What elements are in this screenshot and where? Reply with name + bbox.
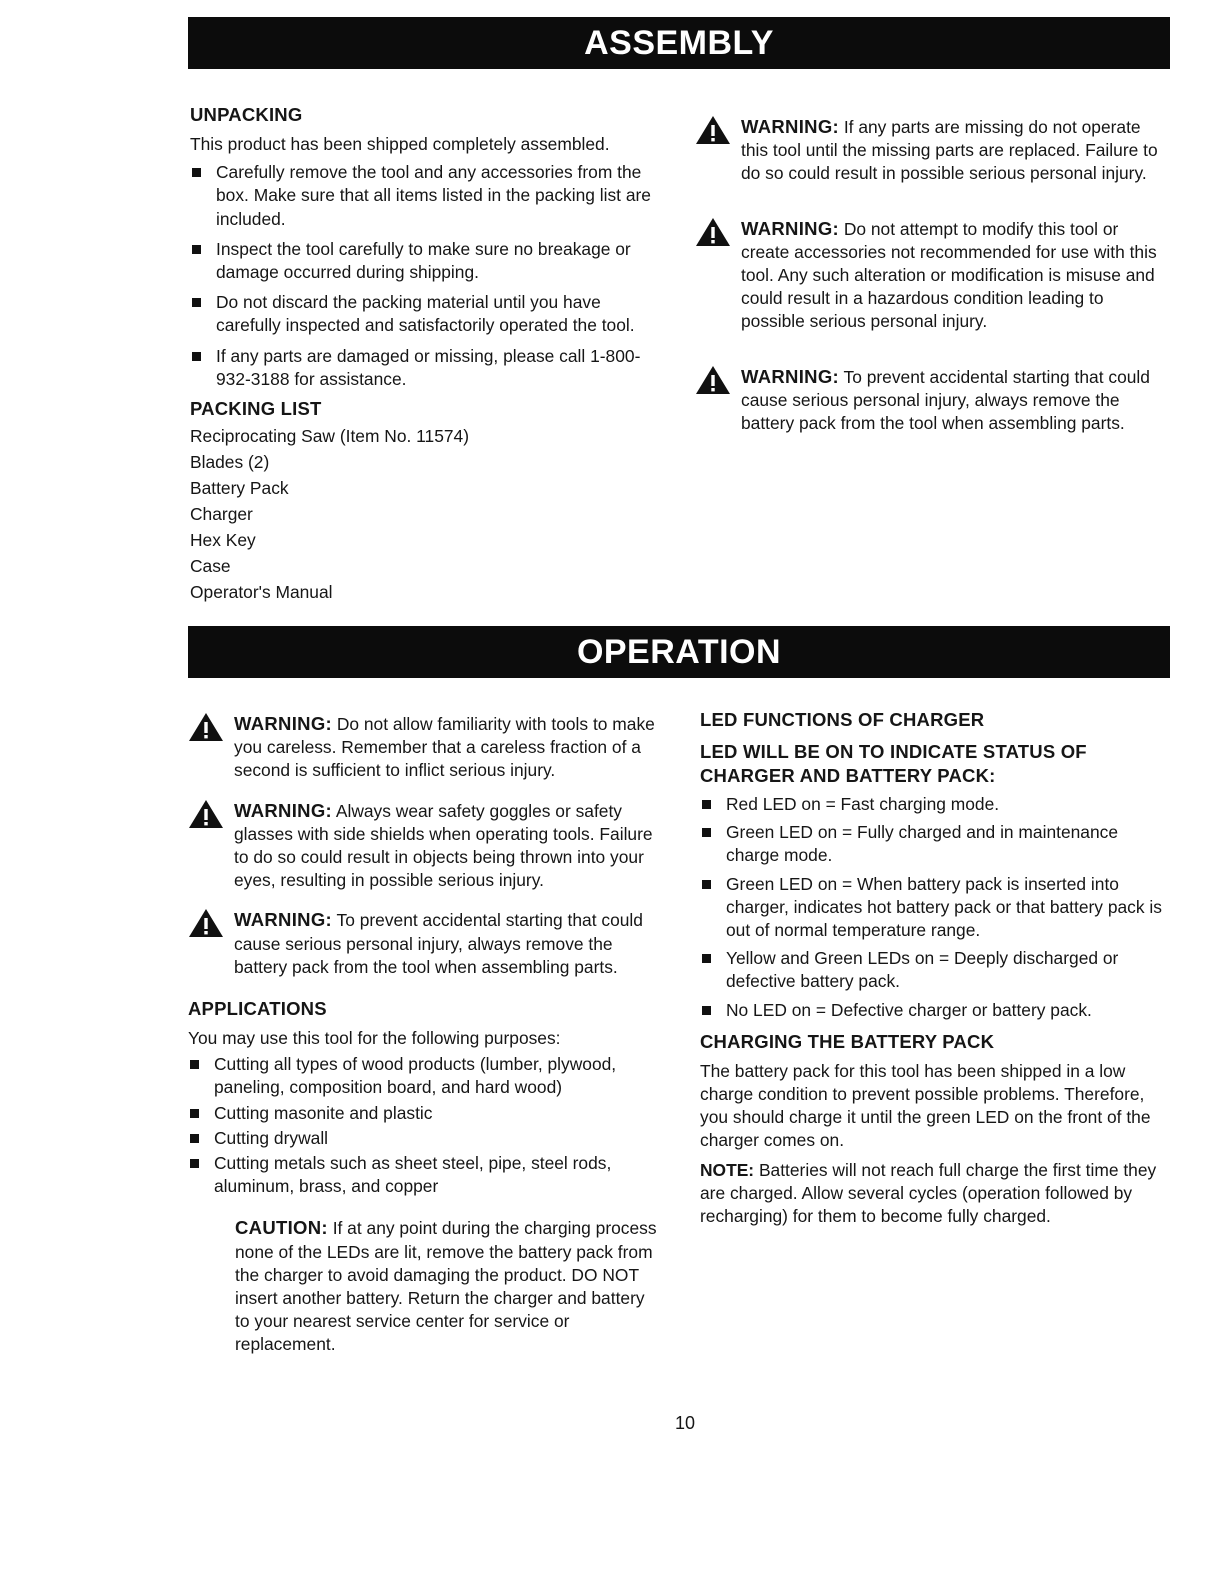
packing-item: Charger bbox=[190, 504, 253, 525]
list-item: Green LED on = Fully charged and in maintenance charge mode. bbox=[700, 821, 1174, 867]
list-item: Cutting all types of wood products (lumber, plywood, paneling, composition board, and hard wood) bbox=[188, 1053, 666, 1099]
warning-label: WARNING: bbox=[234, 909, 332, 931]
operation-banner bbox=[188, 626, 1170, 678]
warning-label: WARNING: bbox=[741, 116, 839, 137]
page-number: 10 bbox=[674, 1413, 696, 1433]
warning-block bbox=[188, 799, 666, 893]
caution-label: CAUTION: bbox=[235, 1217, 328, 1239]
warning-label: WARNING: bbox=[234, 713, 332, 734]
warning-text: Do not allow familiarity with tools to make you careless. Remember that a careless fraction of a second is sufficient to inflict serious injury. bbox=[234, 714, 655, 781]
list-item: Carefully remove the tool and any accessories from the box. Make sure that all items listed in the packing list are included. bbox=[190, 161, 668, 231]
list-item: If any parts are damaged or missing, please call 1-800-932-3188 for assistance. bbox=[190, 345, 668, 391]
warning-triangle-icon bbox=[695, 217, 731, 247]
packing-list-heading: PACKING LIST bbox=[190, 398, 322, 420]
assembly-title: ASSEMBLY bbox=[584, 24, 774, 62]
warning-label: WARNING: bbox=[741, 365, 839, 387]
unpacking-heading: UNPACKING bbox=[190, 104, 303, 125]
warning-text: To prevent accidental starting that could cause serious personal injury, always remove the battery pack from the tool when assembling parts. bbox=[741, 366, 1150, 434]
list-item: Yellow and Green LEDs on = Deeply discharged or defective battery pack. bbox=[700, 947, 1174, 993]
caution-block bbox=[188, 1216, 660, 1356]
warning-text: Always wear safety goggles or safety glasses with side shields when operating tools. Failure to do so could result in objects being thrown into your eyes, resulting in possible serious injury. bbox=[234, 800, 653, 891]
charging-note bbox=[700, 1159, 1174, 1229]
list-item: No LED on = Defective charger or battery pack. bbox=[700, 999, 1174, 1022]
applications-intro: You may use this tool for the following purposes: bbox=[188, 1028, 561, 1049]
packing-item: Blades (2) bbox=[190, 452, 270, 473]
note-text: Batteries will not reach full charge the first time they are charged. Allow several cycles (operation followed by recharging) for them to become fully charged. bbox=[700, 1159, 1157, 1227]
warning-label: WARNING: bbox=[234, 799, 332, 821]
led-subheading: LED WILL BE ON TO INDICATE STATUS OF CHARGER AND BATTERY PACK: bbox=[700, 741, 1087, 786]
warning-text: Do not attempt to modify this tool or create accessories not recommended for use with this tool. Any such alteration or modification is misuse and could result in a hazardous condition leading to possible serious personal injury. bbox=[741, 218, 1157, 332]
led-list bbox=[700, 793, 1174, 1022]
applications-heading: APPLICATIONS bbox=[188, 998, 327, 1020]
warning-label: WARNING: bbox=[741, 217, 839, 239]
packing-list bbox=[190, 423, 668, 605]
warning-triangle-icon bbox=[695, 115, 731, 145]
warning-triangle-icon bbox=[188, 712, 224, 742]
packing-item: Battery Pack bbox=[190, 478, 289, 499]
operation-left-column bbox=[188, 712, 666, 1357]
warning-block bbox=[695, 365, 1165, 436]
warning-block bbox=[695, 115, 1165, 186]
packing-item: Case bbox=[190, 556, 231, 577]
warning-text: If any parts are missing do not operate this tool until the missing parts are replaced. Failure to do so could result in possible serious personal injury. bbox=[741, 117, 1158, 184]
charging-heading: CHARGING THE BATTERY PACK bbox=[700, 1030, 995, 1052]
list-item: Red LED on = Fast charging mode. bbox=[700, 793, 1174, 816]
list-item: Cutting drywall bbox=[188, 1127, 666, 1150]
assembly-warnings bbox=[695, 115, 1165, 435]
warning-block bbox=[188, 712, 666, 783]
warning-block bbox=[695, 217, 1165, 334]
unpacking-intro: This product has been shipped completely assembled. bbox=[190, 134, 610, 154]
packing-item: Operator's Manual bbox=[190, 582, 333, 603]
led-heading: LED FUNCTIONS OF CHARGER bbox=[700, 709, 985, 730]
operation-right-column bbox=[700, 708, 1174, 1228]
applications-list bbox=[188, 1053, 666, 1198]
warning-block bbox=[188, 908, 666, 979]
warning-text: To prevent accidental starting that could cause serious personal injury, always remove the battery pack from the tool when assembling parts. bbox=[234, 910, 643, 977]
unpacking-list bbox=[190, 161, 668, 391]
note-label: NOTE: bbox=[700, 1159, 755, 1180]
packing-item: Reciprocating Saw (Item No. 11574) bbox=[190, 426, 470, 447]
list-item: Green LED on = When battery pack is inserted into charger, indicates hot battery pack or that battery pack is out of normal temperature range. bbox=[700, 873, 1174, 943]
unpacking-section bbox=[190, 103, 668, 605]
list-item: Inspect the tool carefully to make sure no breakage or damage occurred during shipping. bbox=[190, 238, 668, 284]
list-item: Cutting metals such as sheet steel, pipe, steel rods, aluminum, brass, and copper bbox=[188, 1152, 666, 1198]
warning-triangle-icon bbox=[188, 908, 224, 938]
warning-triangle-icon bbox=[188, 799, 224, 829]
operation-title: OPERATION bbox=[576, 633, 782, 671]
charging-text: The battery pack for this tool has been shipped in a low charge condition to prevent possible problems. Therefore, you should charge it until the green LED on the front of the charger comes on. bbox=[700, 1060, 1151, 1151]
list-item: Do not discard the packing material until you have carefully inspected and satisfactorily operated the tool. bbox=[190, 291, 668, 337]
list-item: Cutting masonite and plastic bbox=[188, 1102, 666, 1125]
packing-item: Hex Key bbox=[190, 530, 256, 551]
assembly-banner bbox=[188, 17, 1170, 69]
warning-triangle-icon bbox=[695, 365, 731, 395]
caution-text: If at any point during the charging process none of the LEDs are lit, remove the battery pack from the charger to avoid damaging the product. DO NOT insert another battery. Return the charger and battery to your nearest service center for service or replacement. bbox=[235, 1218, 657, 1355]
